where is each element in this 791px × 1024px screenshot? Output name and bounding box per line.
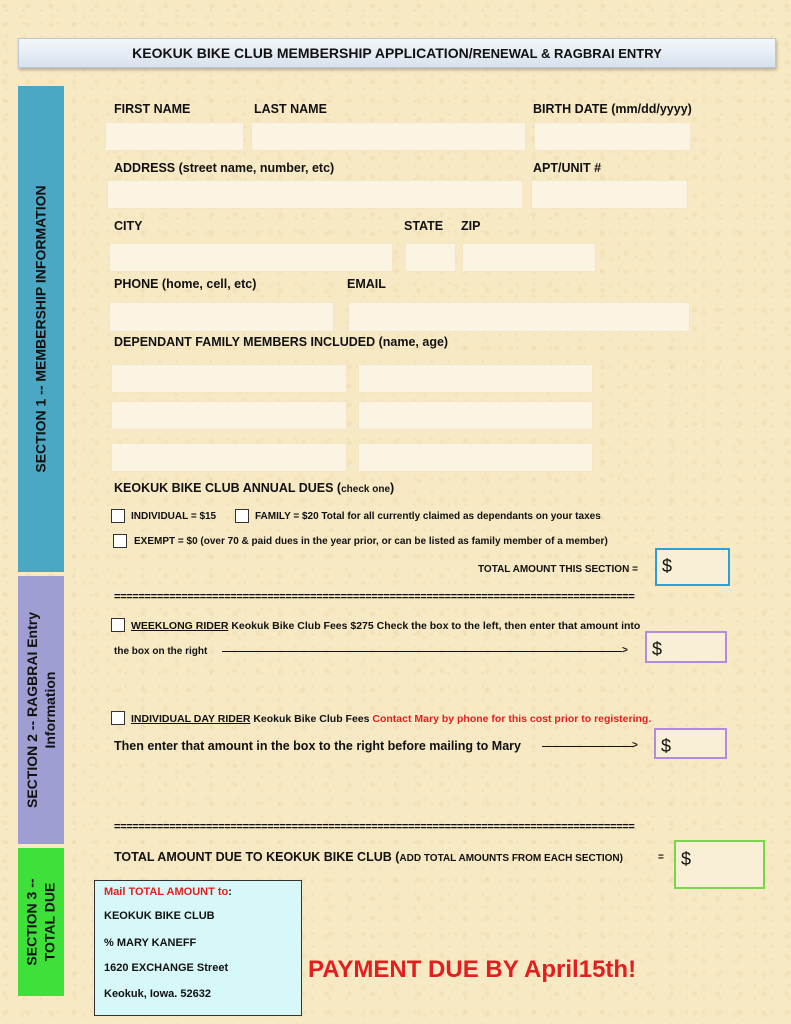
divider-2: ===================================================================================== — [114, 821, 635, 833]
first-name-label: FIRST NAME — [114, 102, 191, 116]
email-field[interactable] — [348, 302, 690, 332]
exempt-label: EXEMPT = $0 (over 70 & paid dues in the year prior, or can be listed as family member of a member) — [134, 536, 608, 547]
section-1-bar — [18, 86, 64, 572]
weeklong-arrow-line — [222, 651, 622, 652]
dues-heading-small: check one — [341, 484, 391, 495]
address-field[interactable] — [107, 180, 523, 209]
city-field[interactable] — [109, 243, 393, 272]
total-due-label — [114, 850, 623, 864]
email-label: EMAIL — [347, 277, 386, 291]
dollar-sign: $ — [681, 849, 692, 869]
day-rider-amount-box[interactable] — [654, 728, 727, 759]
section-total-label: TOTAL AMOUNT THIS SECTION = — [478, 564, 638, 575]
weeklong-title: WEEKLONG RIDER — [131, 620, 229, 632]
exempt-checkbox[interactable] — [113, 534, 127, 548]
section-1-total-box[interactable] — [655, 548, 730, 586]
section-1-label: SECTION 1 -- MEMBERSHIP INFORMATION — [33, 185, 49, 473]
last-name-label: LAST NAME — [254, 102, 327, 116]
day-rider-text — [131, 713, 651, 725]
individual-label: INDIVIDUAL = $15 — [131, 511, 217, 522]
mail-line-4: Keokuk, Iowa. 52632 — [104, 988, 211, 1000]
last-name-field[interactable] — [251, 122, 526, 151]
title-tail: RENEWAL & RAGBRAI ENTRY — [472, 45, 662, 61]
total-equals: = — [658, 852, 664, 863]
day-rider-notice: Contact Mary by phone for this cost prior to registering. — [372, 713, 652, 725]
dollar-sign: $ — [661, 736, 672, 756]
weeklong-text — [131, 620, 640, 632]
total-due-box[interactable] — [674, 840, 765, 889]
form-title — [18, 38, 776, 68]
weeklong-arrow-head: > — [622, 645, 628, 656]
state-field[interactable] — [405, 243, 456, 272]
section-3-label — [23, 878, 59, 965]
birth-date-label: BIRTH DATE (mm/dd/yyyy) — [533, 102, 692, 116]
section-3-line-1: SECTION 3 -- — [24, 878, 40, 966]
day-rider-line-2: Then enter that amount in the box to the right before mailing to Mary — [114, 739, 521, 753]
day-rider-arrow-head: > — [632, 740, 638, 751]
address-label: ADDRESS (street name, number, etc) — [114, 161, 335, 175]
weeklong-amount-box[interactable] — [645, 631, 727, 663]
zip-label: ZIP — [461, 219, 481, 233]
weeklong-line-2: the box on the right — [114, 646, 208, 657]
phone-field[interactable] — [109, 302, 334, 332]
phone-label: PHONE (home, cell, etc) — [114, 277, 257, 291]
birth-date-field[interactable] — [534, 122, 691, 151]
day-rider-checkbox[interactable] — [111, 711, 125, 725]
section-3-bar — [18, 848, 64, 996]
dependant-name-field-4[interactable] — [358, 401, 593, 430]
city-label: CITY — [114, 219, 143, 233]
apt-field[interactable] — [531, 180, 688, 209]
section-3-line-2: TOTAL DUE — [42, 882, 58, 962]
day-rider-description: Keokuk Bike Club Fees — [250, 713, 373, 725]
mail-heading-text: Mail TOTAL AMOUNT to — [104, 886, 229, 898]
family-label: FAMILY = $20 Total for all currently claimed as dependants on your taxes — [255, 511, 601, 522]
dues-heading-close: ) — [390, 481, 395, 495]
title-main: KEOKUK BIKE CLUB MEMBERSHIP APPLICATION/ — [132, 45, 473, 61]
mail-line-1: KEOKUK BIKE CLUB — [104, 910, 215, 922]
family-checkbox[interactable] — [235, 509, 249, 523]
section-2-bar — [18, 576, 64, 844]
apt-label: APT/UNIT # — [533, 161, 602, 175]
mail-heading — [104, 886, 232, 898]
total-due-text: TOTAL AMOUNT DUE TO KEOKUK BIKE CLUB ( — [114, 850, 400, 864]
dollar-sign: $ — [662, 556, 673, 576]
dependant-name-field-2[interactable] — [358, 364, 593, 393]
dollar-sign: $ — [652, 639, 663, 659]
dependant-name-field-1[interactable] — [111, 364, 347, 393]
mail-heading-colon: : — [228, 886, 232, 898]
dependant-name-field-6[interactable] — [358, 443, 593, 472]
mail-line-3: 1620 EXCHANGE Street — [104, 962, 229, 974]
dues-heading — [114, 481, 394, 495]
payment-due-notice: PAYMENT DUE BY April15th! — [308, 956, 637, 983]
weeklong-description: Keokuk Bike Club Fees $275 Check the box to the left, then enter that amount into — [228, 620, 641, 632]
day-rider-arrow-line — [542, 746, 634, 747]
dependant-name-field-3[interactable] — [111, 401, 347, 430]
section-2-line-1: SECTION 2 -- RAGBRAI Entry — [24, 611, 41, 809]
mail-line-2: % MARY KANEFF — [104, 937, 197, 949]
weeklong-checkbox[interactable] — [111, 618, 125, 632]
dependant-name-field-5[interactable] — [111, 443, 347, 472]
day-rider-title: INDIVIDUAL DAY RIDER — [131, 713, 251, 725]
mail-address-box — [94, 880, 302, 1016]
section-2-label — [23, 612, 59, 808]
first-name-field[interactable] — [105, 122, 244, 151]
divider-1: ===================================================================================== — [114, 591, 635, 603]
section-2-line-2: Information — [42, 671, 59, 749]
dependants-label: DEPENDANT FAMILY MEMBERS INCLUDED (name, age) — [114, 335, 449, 349]
individual-checkbox[interactable] — [111, 509, 125, 523]
total-due-small: ADD TOTAL AMOUNTS FROM EACH SECTION) — [399, 853, 623, 864]
dues-heading-text: KEOKUK BIKE CLUB ANNUAL DUES ( — [114, 481, 342, 495]
zip-field[interactable] — [462, 243, 596, 272]
state-label: STATE — [404, 219, 444, 233]
